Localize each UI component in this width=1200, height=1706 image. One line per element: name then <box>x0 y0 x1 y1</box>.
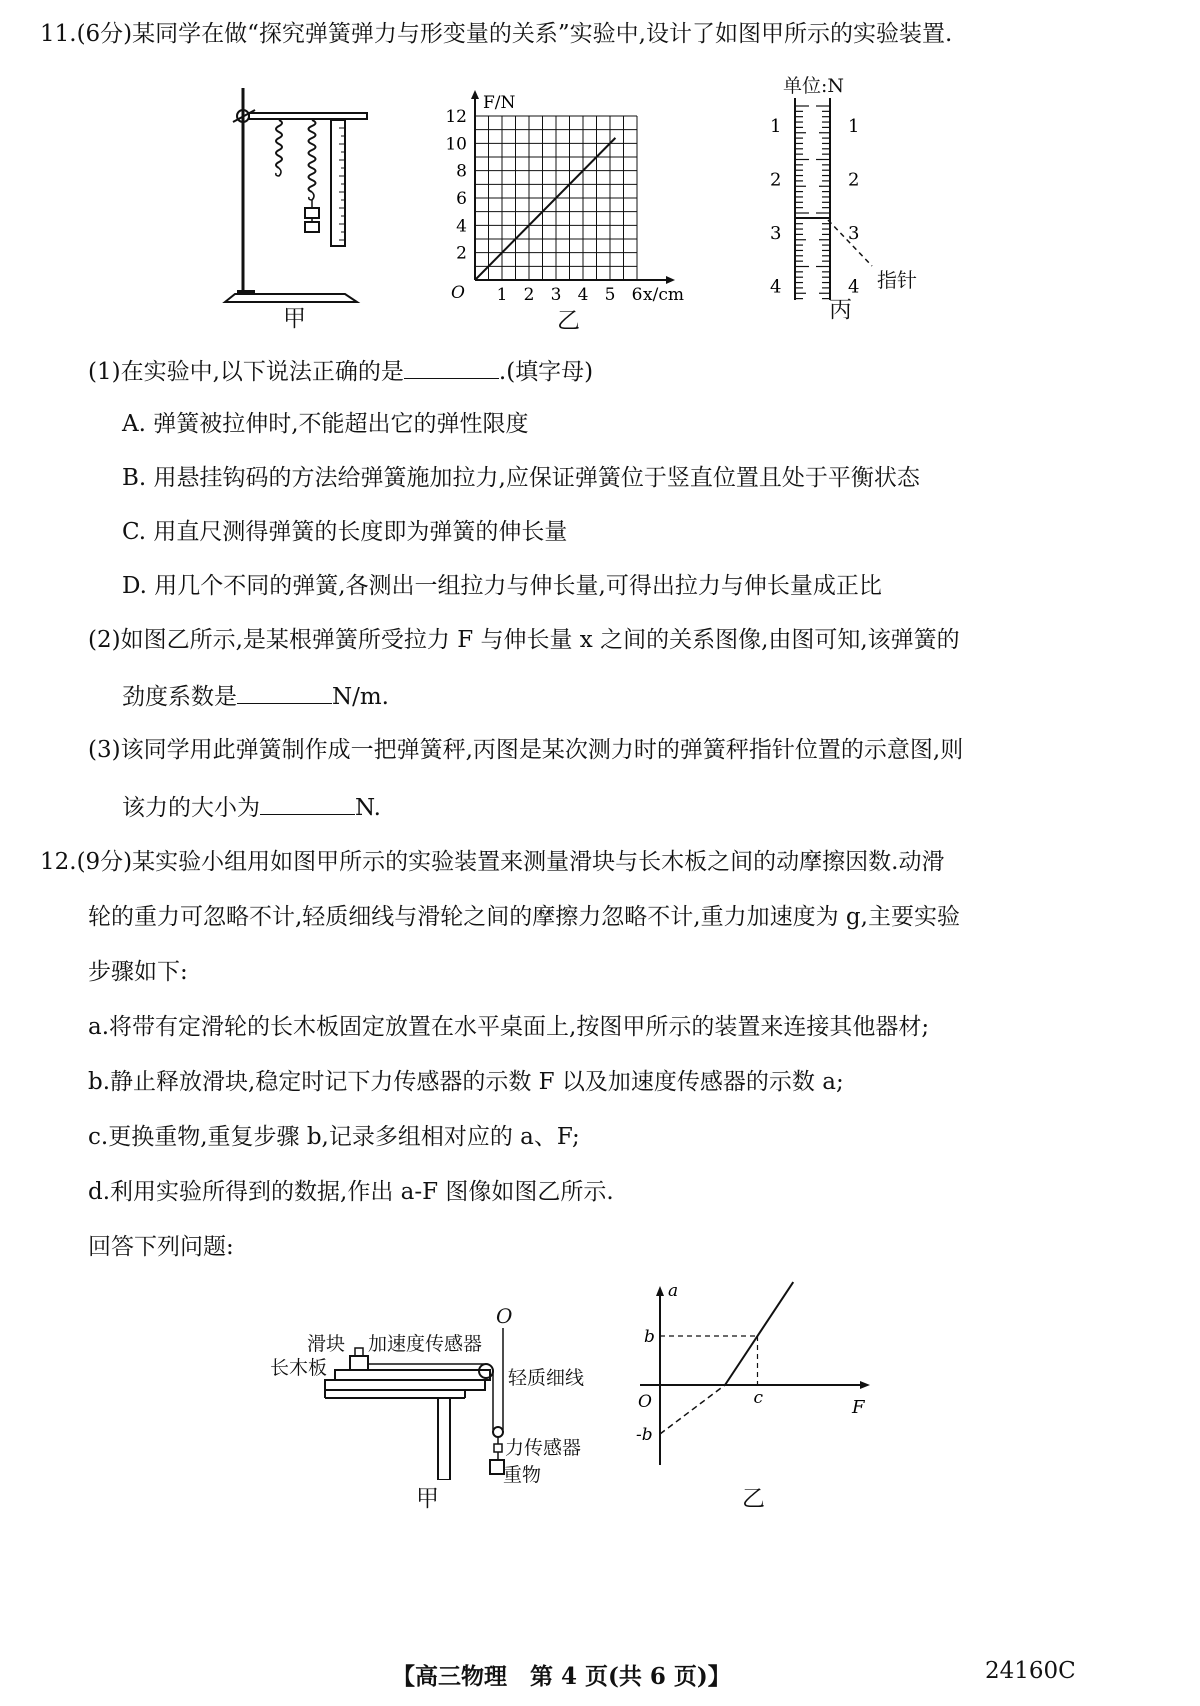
q11-part3-line1: (3)该同学用此弹簧制作成一把弹簧秤,丙图是某次测力时的弹簧秤指针位置的示意图,则 <box>88 737 964 763</box>
x-tick-label: 2 <box>523 285 535 305</box>
footer-code: 24160C <box>985 1658 1076 1684</box>
y-tick-label: 6 <box>456 189 467 209</box>
origin-label: O <box>638 1392 652 1412</box>
fig-label-jia: 甲 <box>283 306 306 332</box>
fx-series-line <box>475 138 615 280</box>
origin-label: O <box>451 283 465 303</box>
q12-step-a: a.将带有定滑轮的长木板固定放置在水平桌面上,按图甲所示的装置来连接其他器材; <box>88 1014 930 1040</box>
af-series-line <box>725 1282 793 1385</box>
q12-line3: 步骤如下: <box>88 959 188 985</box>
q11-option-a: A. 弹簧被拉伸时,不能超出它的弹性限度 <box>122 411 529 437</box>
y-tick-label: 4 <box>456 216 467 237</box>
board-label: 长木板 <box>270 1357 328 1379</box>
scale-label-right: 1 <box>848 116 860 137</box>
slider-label: 滑块 <box>307 1333 346 1355</box>
x-axis-arrow <box>666 276 675 284</box>
pivot-o-label: O <box>496 1304 513 1328</box>
y-axis-arrow <box>471 90 479 99</box>
y-tick-label: 10 <box>445 134 467 155</box>
force-sensor-label: 力传感器 <box>505 1437 582 1459</box>
c-label: c <box>753 1388 764 1408</box>
footer-title: 【高三物理 第 4 页(共 6 页)】 <box>392 1663 731 1690</box>
fig-label-bing: 丙 <box>829 297 852 323</box>
scale-label-left: 4 <box>770 276 782 298</box>
af-extrapolation-line <box>660 1385 725 1434</box>
string-label: 轻质细线 <box>508 1367 585 1389</box>
scale-unit-label: 单位:N <box>783 75 845 97</box>
q11-option-b: B. 用悬挂钩码的方法给弹簧施加拉力,应保证弹簧位于竖直位置且处于平衡状态 <box>122 465 920 491</box>
x-axis-label: F <box>852 1397 865 1418</box>
scale-label-right: 3 <box>848 223 860 244</box>
q11-part2-line2: 劲度系数是 N/m. <box>122 679 389 713</box>
y-axis-label: F/N <box>483 93 516 113</box>
fig-label-yi: 乙 <box>557 308 580 334</box>
q12-fig-label-yi: 乙 <box>742 1486 765 1512</box>
b-label: b <box>644 1327 655 1347</box>
q12-step-b: b.静止释放滑块,稳定时记下力传感器的示数 F 以及加速度传感器的示数 a; <box>88 1069 844 1095</box>
y-axis-label: a <box>668 1281 679 1301</box>
q12-fig-label-jia: 甲 <box>416 1486 439 1512</box>
y-tick-label: 2 <box>456 243 467 264</box>
x-axis-arrow <box>860 1381 870 1389</box>
x-axis-label: x/cm <box>643 285 684 305</box>
q12-line2: 轮的重力可忽略不计,轻质细线与滑轮之间的摩擦力忽略不计,重力加速度为 g,主要实验 <box>88 904 960 930</box>
fx-chart <box>430 80 710 305</box>
y-tick-label: 12 <box>445 107 467 127</box>
x-tick-label: 5 <box>604 285 616 305</box>
scale-label-left: 2 <box>770 169 782 191</box>
q12-line1: 12.(9分)某实验小组用如图甲所示的实验装置来测量滑块与长木板之间的动摩擦因数.动滑 <box>40 849 945 875</box>
x-tick-label: 1 <box>496 285 508 305</box>
af-chart <box>630 1280 880 1480</box>
x-tick-label: 3 <box>550 285 562 305</box>
weight-label: 重物 <box>503 1464 542 1486</box>
q11-option-c: C. 用直尺测得弹簧的长度即为弹簧的伸长量 <box>122 519 568 545</box>
q11-figure-jia <box>215 80 375 330</box>
x-tick-label: 4 <box>577 285 589 305</box>
q12-answer-prompt: 回答下列问题: <box>88 1234 234 1260</box>
neg-b-label: -b <box>636 1425 653 1445</box>
accel-sensor-label: 加速度传感器 <box>368 1333 483 1355</box>
scale-label-left: 3 <box>770 223 782 244</box>
q11-part1: (1)在实验中,以下说法正确的是 .(填字母) <box>88 354 593 388</box>
x-tick-label: 6 <box>631 285 643 305</box>
q11-part3-line2: 该力的大小为 N. <box>122 790 381 824</box>
scale-label-left: 1 <box>770 116 782 137</box>
y-tick-label: 8 <box>456 161 467 182</box>
q12-step-d: d.利用实验所得到的数据,作出 a-F 图像如图乙所示. <box>88 1179 614 1205</box>
scale-label-right: 2 <box>848 169 860 191</box>
scale-label-right: 4 <box>848 276 860 298</box>
pointer-label: 指针 <box>877 268 917 292</box>
y-axis-arrow <box>656 1286 664 1296</box>
q11-stem: 11.(6分)某同学在做“探究弹簧弹力与形变量的关系”实验中,设计了如图甲所示的实验装置. <box>40 21 953 47</box>
q11-part2-line1: (2)如图乙所示,是某根弹簧所受拉力 F 与伸长量 x 之间的关系图像,由图可知,该弹簧的 <box>88 627 960 653</box>
q12-step-c: c.更换重物,重复步骤 b,记录多组相对应的 a、F; <box>88 1124 580 1150</box>
q11-option-d: D. 用几个不同的弹簧,各测出一组拉力与伸长量,可得出拉力与伸长量成正比 <box>122 573 882 599</box>
